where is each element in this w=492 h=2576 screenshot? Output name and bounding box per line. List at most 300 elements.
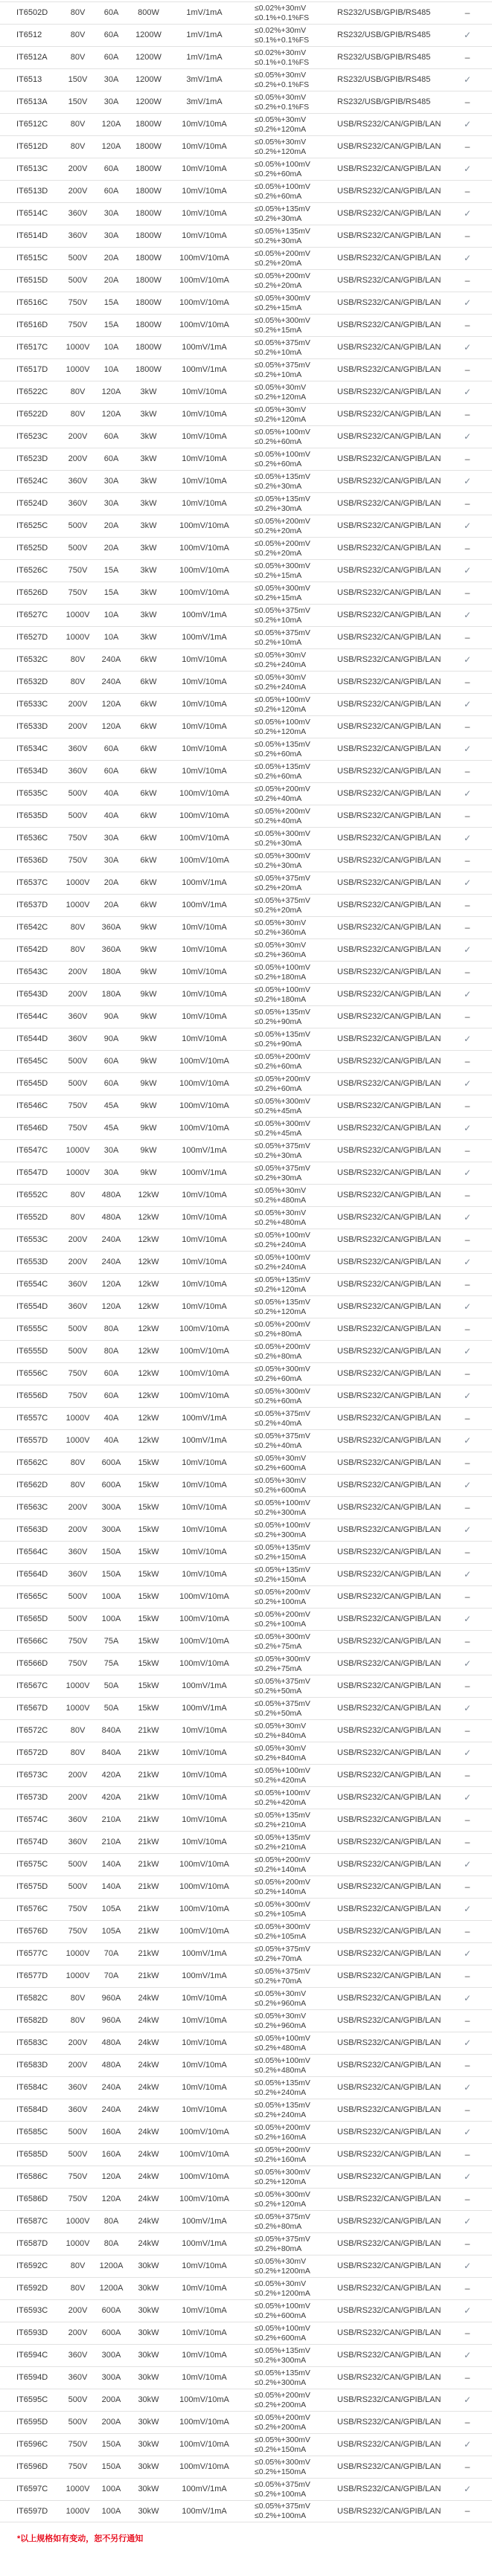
resolution-cell: 10mV/10mA xyxy=(182,1838,227,1846)
voltage-cell: 360V xyxy=(68,2083,88,2092)
model-cell: IT6537D xyxy=(16,901,48,909)
table-row xyxy=(0,1742,492,1764)
accuracy-current: ≤0.2%+60mA xyxy=(255,749,302,759)
voltage-cell: 80V xyxy=(70,945,86,954)
dash-icon: – xyxy=(464,2148,470,2160)
voltage-cell: 500V xyxy=(68,1324,88,1333)
power-cell: 3kW xyxy=(140,611,157,619)
voltage-cell: 200V xyxy=(68,700,88,709)
current-cell: 105A xyxy=(101,1927,121,1936)
current-cell: 200A xyxy=(101,2418,121,2427)
check-icon: ✓ xyxy=(463,1345,472,1356)
voltage-cell: 360V xyxy=(68,1012,88,1021)
interfaces-cell: USB/RS232/CAN/GPIB/LAN xyxy=(337,1882,441,1891)
accuracy-current: ≤0.2%+30mA xyxy=(255,838,302,848)
mark-cell xyxy=(453,1971,492,1982)
accuracy-voltage: ≤0.05%+200mV xyxy=(255,248,310,258)
power-cell: 15kW xyxy=(138,1637,159,1646)
resolution-cell: 100mV/10mA xyxy=(179,1101,229,1110)
accuracy-cell xyxy=(240,2168,323,2187)
dash-icon: – xyxy=(464,542,470,553)
resolution-cell: 100mV/10mA xyxy=(179,321,229,329)
interfaces-cell: USB/RS232/CAN/GPIB/LAN xyxy=(337,2061,441,2070)
accuracy-current: ≤0.2%+15mA xyxy=(255,325,302,335)
power-cell: 3kW xyxy=(140,521,157,530)
model-cell: IT6583D xyxy=(16,2061,48,2070)
accuracy-voltage: ≤0.05%+200mV xyxy=(255,271,310,280)
power-cell: 800W xyxy=(138,8,159,17)
model-cell: IT6513C xyxy=(16,164,48,173)
accuracy-cell xyxy=(240,2235,323,2254)
table-row xyxy=(0,2322,492,2344)
current-cell: 45A xyxy=(103,1124,119,1133)
resolution-cell: 100mV/1mA xyxy=(182,1436,227,1445)
accuracy-cell xyxy=(240,71,323,90)
voltage-cell: 360V xyxy=(68,2105,88,2114)
current-cell: 45A xyxy=(103,1101,119,1110)
table-row xyxy=(0,269,492,292)
mark-cell xyxy=(453,1927,492,1937)
accuracy-current: ≤0.2%+480mA xyxy=(255,2065,307,2075)
mark-cell xyxy=(453,97,492,108)
resolution-cell: 100mV/10mA xyxy=(179,566,229,575)
mark-cell xyxy=(453,1771,492,1781)
current-cell: 1200A xyxy=(99,2284,124,2293)
accuracy-cell xyxy=(240,1811,323,1830)
accuracy-voltage: ≤0.05%+300mV xyxy=(255,1632,310,1641)
current-cell: 30A xyxy=(103,1146,119,1155)
accuracy-current: ≤0.2%+15mA xyxy=(255,593,302,602)
model-cell: IT6547C xyxy=(16,1146,48,1155)
interfaces-cell: USB/RS232/CAN/GPIB/LAN xyxy=(337,700,441,709)
power-cell: 12kW xyxy=(138,1235,159,1244)
model-cell: IT6564D xyxy=(16,1570,48,1579)
accuracy-current: ≤0.2%+180mA xyxy=(255,994,307,1004)
table-row xyxy=(0,604,492,626)
resolution-cell: 10mV/10mA xyxy=(182,1570,227,1579)
check-icon: ✓ xyxy=(463,1747,472,1758)
resolution-cell: 100mV/10mA xyxy=(179,588,229,597)
model-cell: IT6533C xyxy=(16,700,48,709)
accuracy-voltage: ≤0.05%+135mV xyxy=(255,761,310,771)
accuracy-voltage: ≤0.05%+300mV xyxy=(255,1386,310,1396)
interfaces-cell: RS232/USB/GPIB/RS485 xyxy=(337,8,431,17)
model-cell: IT6593C xyxy=(16,2306,48,2315)
accuracy-cell xyxy=(240,2190,323,2209)
resolution-cell: 100mV/10mA xyxy=(179,1369,229,1378)
power-cell: 12kW xyxy=(138,1414,159,1423)
mark-cell xyxy=(453,1994,492,2004)
check-icon: ✓ xyxy=(463,1301,472,1312)
accuracy-current: ≤0.2%+180mA xyxy=(255,972,307,982)
voltage-cell: 750V xyxy=(68,1637,88,1646)
voltage-cell: 500V xyxy=(68,789,88,798)
accuracy-voltage: ≤0.05%+375mV xyxy=(255,1141,310,1150)
accuracy-cell xyxy=(240,2413,323,2432)
interfaces-cell: RS232/USB/GPIB/RS485 xyxy=(337,53,431,62)
interfaces-cell: USB/RS232/CAN/GPIB/LAN xyxy=(337,1771,441,1780)
accuracy-cell xyxy=(240,941,323,960)
table-row xyxy=(0,582,492,604)
table-row xyxy=(0,559,492,582)
accuracy-cell xyxy=(240,539,323,558)
check-icon: ✓ xyxy=(463,1390,472,1401)
current-cell: 210A xyxy=(101,1815,121,1824)
accuracy-cell xyxy=(240,1766,323,1786)
table-row xyxy=(0,1630,492,1652)
check-icon: ✓ xyxy=(463,341,472,352)
check-icon: ✓ xyxy=(463,832,472,843)
power-cell: 12kW xyxy=(138,1391,159,1400)
dash-icon: – xyxy=(464,966,470,977)
interfaces-cell: USB/RS232/CAN/GPIB/LAN xyxy=(337,1012,441,1021)
voltage-cell: 200V xyxy=(68,2038,88,2047)
accuracy-cell xyxy=(240,205,323,224)
dash-icon: – xyxy=(464,1635,470,1646)
voltage-cell: 750V xyxy=(68,1904,88,1913)
resolution-cell: 10mV/10mA xyxy=(182,1525,227,1534)
power-cell: 6kW xyxy=(140,700,157,709)
dash-icon: – xyxy=(464,319,470,330)
model-cell: IT6514C xyxy=(16,209,48,218)
voltage-cell: 80V xyxy=(70,142,86,151)
table-row xyxy=(0,1697,492,1719)
mark-cell xyxy=(453,2485,492,2495)
voltage-cell: 80V xyxy=(70,2016,86,2025)
interfaces-cell: USB/RS232/CAN/GPIB/LAN xyxy=(337,254,441,263)
accuracy-voltage: ≤0.05%+135mV xyxy=(255,1275,310,1284)
accuracy-current: ≤0.2%+40mA xyxy=(255,793,302,803)
power-cell: 30kW xyxy=(138,2351,159,2360)
accuracy-cell xyxy=(240,2324,323,2343)
voltage-cell: 500V xyxy=(68,1057,88,1066)
interfaces-cell: USB/RS232/CAN/GPIB/LAN xyxy=(337,588,441,597)
mark-cell xyxy=(453,2306,492,2316)
current-cell: 240A xyxy=(101,677,121,686)
mark-cell xyxy=(453,856,492,866)
power-cell: 6kW xyxy=(140,901,157,909)
mark-cell xyxy=(453,811,492,822)
accuracy-current: ≤0.2%+240mA xyxy=(255,1240,307,1249)
accuracy-voltage: ≤0.05%+135mV xyxy=(255,494,310,503)
mark-cell xyxy=(453,923,492,933)
voltage-cell: 1000V xyxy=(66,2217,90,2226)
model-cell: IT6524D xyxy=(16,499,48,508)
accuracy-current: ≤0.2%+45mA xyxy=(255,1106,302,1115)
accuracy-cell xyxy=(240,1030,323,1049)
model-cell: IT6546D xyxy=(16,1124,48,1133)
resolution-cell: 10mV/10mA xyxy=(182,2038,227,2047)
accuracy-cell xyxy=(240,1342,323,1362)
check-icon: ✓ xyxy=(463,1903,472,1914)
mark-cell xyxy=(453,633,492,643)
voltage-cell: 80V xyxy=(70,923,86,932)
resolution-cell: 10mV/10mA xyxy=(182,410,227,419)
accuracy-current: ≤0.2%+120mA xyxy=(255,146,307,156)
accuracy-cell xyxy=(240,2123,323,2142)
current-cell: 480A xyxy=(101,2061,121,2070)
resolution-cell: 100mV/10mA xyxy=(179,2462,229,2471)
accuracy-current: ≤0.2%+60mA xyxy=(255,1374,302,1383)
check-icon: ✓ xyxy=(463,654,472,665)
table-row xyxy=(0,403,492,425)
table-row xyxy=(0,1340,492,1362)
voltage-cell: 1000V xyxy=(66,2239,90,2248)
accuracy-current: ≤0.2%+600mA xyxy=(255,2311,307,2320)
voltage-cell: 150V xyxy=(68,75,88,84)
accuracy-cell xyxy=(240,1967,323,1986)
interfaces-cell: USB/RS232/CAN/GPIB/LAN xyxy=(337,1614,441,1623)
check-icon: ✓ xyxy=(463,988,472,999)
accuracy-cell xyxy=(240,294,323,313)
table-row xyxy=(0,1474,492,1496)
voltage-cell: 360V xyxy=(68,499,88,508)
table-row xyxy=(0,1273,492,1295)
voltage-cell: 200V xyxy=(68,1793,88,1802)
accuracy-cell xyxy=(240,2078,323,2098)
resolution-cell: 100mV/1mA xyxy=(182,1681,227,1690)
accuracy-voltage: ≤0.05%+200mV xyxy=(255,516,310,526)
current-cell: 30A xyxy=(103,477,119,486)
current-cell: 150A xyxy=(101,2440,121,2449)
voltage-cell: 80V xyxy=(70,387,86,396)
voltage-cell: 500V xyxy=(68,2418,88,2427)
accuracy-cell xyxy=(240,2346,323,2366)
accuracy-current: ≤0.2%+120mA xyxy=(255,392,307,402)
voltage-cell: 200V xyxy=(68,990,88,999)
interfaces-cell: USB/RS232/CAN/GPIB/LAN xyxy=(337,1949,441,1958)
mark-cell xyxy=(453,2016,492,2026)
accuracy-current: ≤0.2%+420mA xyxy=(255,1797,307,1807)
voltage-cell: 750V xyxy=(68,298,88,307)
accuracy-current: ≤0.2%+840mA xyxy=(255,1730,307,1740)
accuracy-voltage: ≤0.05%+135mV xyxy=(255,2078,310,2087)
model-cell: IT6557D xyxy=(16,1436,48,1445)
accuracy-current: ≤0.2%+210mA xyxy=(255,1842,307,1852)
mark-cell xyxy=(453,2172,492,2183)
table-row xyxy=(0,135,492,158)
resolution-cell: 100mV/10mA xyxy=(179,856,229,865)
resolution-cell: 100mV/10mA xyxy=(179,1391,229,1400)
accuracy-voltage: ≤0.05%+200mV xyxy=(255,2390,310,2400)
accuracy-cell xyxy=(240,985,323,1005)
model-cell: IT6512D xyxy=(16,142,48,151)
accuracy-cell xyxy=(240,249,323,268)
accuracy-cell xyxy=(240,2480,323,2499)
table-row xyxy=(0,2210,492,2232)
check-icon: ✓ xyxy=(463,475,472,486)
power-cell: 30kW xyxy=(138,2395,159,2404)
interfaces-cell: USB/RS232/CAN/GPIB/LAN xyxy=(337,1414,441,1423)
mark-cell xyxy=(453,2440,492,2450)
mark-cell xyxy=(453,1414,492,1424)
mark-cell xyxy=(453,1570,492,1580)
voltage-cell: 200V xyxy=(68,1503,88,1512)
interfaces-cell: USB/RS232/CAN/GPIB/LAN xyxy=(337,566,441,575)
power-cell: 21kW xyxy=(138,1748,159,1757)
interfaces-cell: USB/RS232/CAN/GPIB/LAN xyxy=(337,2440,441,2449)
interfaces-cell: USB/RS232/CAN/GPIB/LAN xyxy=(337,276,441,285)
table-row xyxy=(0,961,492,983)
power-cell: 21kW xyxy=(138,1927,159,1936)
accuracy-current: ≤0.2%+1200mA xyxy=(255,2266,310,2276)
table-row xyxy=(0,894,492,916)
accuracy-voltage: ≤0.05%+30mV xyxy=(255,70,307,80)
table-row xyxy=(0,2500,492,2522)
resolution-cell: 3mV/1mA xyxy=(186,97,223,106)
accuracy-voltage: ≤0.05%+100mV xyxy=(255,1230,310,1240)
check-icon: ✓ xyxy=(463,2171,472,2182)
table-row xyxy=(0,225,492,247)
current-cell: 420A xyxy=(101,1793,121,1802)
current-cell: 10A xyxy=(103,365,119,374)
accuracy-cell xyxy=(240,1186,323,1205)
accuracy-current: ≤0.2%+150mA xyxy=(255,2467,307,2476)
voltage-cell: 500V xyxy=(68,276,88,285)
dash-icon: – xyxy=(464,1546,470,1557)
mark-cell xyxy=(453,1213,492,1223)
voltage-cell: 750V xyxy=(68,1101,88,1110)
mark-cell xyxy=(453,142,492,152)
resolution-cell: 10mV/10mA xyxy=(182,655,227,664)
table-row xyxy=(0,1987,492,2009)
power-cell: 1800W xyxy=(135,142,162,151)
model-cell: IT6527C xyxy=(16,611,48,619)
current-cell: 60A xyxy=(103,1079,119,1088)
resolution-cell: 10mV/10mA xyxy=(182,2105,227,2114)
mark-cell xyxy=(453,2195,492,2205)
mark-cell xyxy=(453,1548,492,1558)
power-cell: 12kW xyxy=(138,1191,159,1200)
model-cell: IT6513D xyxy=(16,187,48,196)
accuracy-voltage: ≤0.05%+135mV xyxy=(255,226,310,236)
resolution-cell: 10mV/10mA xyxy=(182,142,227,151)
mark-cell xyxy=(453,588,492,599)
resolution-cell: 100mV/10mA xyxy=(179,1324,229,1333)
interfaces-cell: USB/RS232/CAN/GPIB/LAN xyxy=(337,1525,441,1534)
dash-icon: – xyxy=(464,1970,470,1981)
voltage-cell: 500V xyxy=(68,1347,88,1356)
power-cell: 1800W xyxy=(135,298,162,307)
power-cell: 24kW xyxy=(138,2195,159,2203)
accuracy-voltage: ≤0.05%+135mV xyxy=(255,2345,310,2355)
model-cell: IT6515D xyxy=(16,276,48,285)
accuracy-current: ≤0.2%+60mA xyxy=(255,459,302,468)
dash-icon: – xyxy=(464,1368,470,1379)
dash-icon: – xyxy=(464,1100,470,1111)
current-cell: 20A xyxy=(103,276,119,285)
interfaces-cell: USB/RS232/CAN/GPIB/LAN xyxy=(337,187,441,196)
model-cell: IT6526C xyxy=(16,566,48,575)
resolution-cell: 100mV/1mA xyxy=(182,901,227,909)
accuracy-voltage: ≤0.02%+30mV xyxy=(255,48,307,57)
model-cell: IT6597C xyxy=(16,2485,48,2493)
model-cell: IT6545D xyxy=(16,1079,48,1088)
accuracy-cell xyxy=(240,1833,323,1852)
check-icon: ✓ xyxy=(463,431,472,442)
resolution-cell: 10mV/10mA xyxy=(182,1815,227,1824)
table-row xyxy=(0,247,492,269)
check-icon: ✓ xyxy=(463,944,472,955)
accuracy-cell xyxy=(240,2369,323,2388)
mark-cell xyxy=(453,2061,492,2071)
accuracy-cell xyxy=(240,1275,323,1295)
accuracy-cell xyxy=(240,1097,323,1116)
voltage-cell: 1000V xyxy=(66,2485,90,2493)
resolution-cell: 100mV/10mA xyxy=(179,298,229,307)
voltage-cell: 1000V xyxy=(66,2506,90,2516)
dash-icon: – xyxy=(464,2371,470,2383)
check-icon: ✓ xyxy=(463,2260,472,2271)
power-cell: 24kW xyxy=(138,2105,159,2114)
current-cell: 300A xyxy=(101,1525,121,1534)
mark-cell xyxy=(453,454,492,465)
accuracy-voltage: ≤0.05%+30mV xyxy=(255,1208,307,1217)
check-icon: ✓ xyxy=(463,698,472,709)
power-cell: 6kW xyxy=(140,744,157,753)
accuracy-current: ≤0.2%+150mA xyxy=(255,1574,307,1584)
dash-icon: – xyxy=(464,2327,470,2338)
accuracy-voltage: ≤0.05%+200mV xyxy=(255,2412,310,2422)
accuracy-current: ≤0.2%+240mA xyxy=(255,1262,307,1272)
accuracy-cell xyxy=(240,2012,323,2031)
table-row xyxy=(0,2143,492,2166)
dash-icon: – xyxy=(464,765,470,776)
dash-icon: – xyxy=(464,2193,470,2204)
interfaces-cell: USB/RS232/CAN/GPIB/LAN xyxy=(337,1592,441,1601)
dash-icon: – xyxy=(464,453,470,464)
mark-cell xyxy=(453,499,492,509)
interfaces-cell: USB/RS232/CAN/GPIB/LAN xyxy=(337,2485,441,2493)
accuracy-voltage: ≤0.05%+200mV xyxy=(255,806,310,816)
voltage-cell: 750V xyxy=(68,856,88,865)
dash-icon: – xyxy=(464,1881,470,1892)
interfaces-cell: RS232/USB/GPIB/RS485 xyxy=(337,97,431,106)
power-cell: 30kW xyxy=(138,2284,159,2293)
voltage-cell: 360V xyxy=(68,2351,88,2360)
mark-cell xyxy=(453,1882,492,1893)
table-row xyxy=(0,180,492,202)
accuracy-cell xyxy=(240,1610,323,1629)
accuracy-current: ≤0.2%+90mA xyxy=(255,1017,302,1026)
accuracy-current: ≤0.2%+20mA xyxy=(255,258,302,268)
resolution-cell: 10mV/10mA xyxy=(182,1280,227,1289)
table-row xyxy=(0,1496,492,1519)
mark-cell xyxy=(453,231,492,242)
table-row xyxy=(0,2121,492,2143)
power-cell: 15kW xyxy=(138,1704,159,1713)
interfaces-cell: USB/RS232/CAN/GPIB/LAN xyxy=(337,2506,441,2516)
power-cell: 1800W xyxy=(135,187,162,196)
accuracy-voltage: ≤0.05%+375mV xyxy=(255,338,310,347)
current-cell: 90A xyxy=(103,1012,119,1021)
mark-cell xyxy=(453,321,492,331)
accuracy-current: ≤0.2%+360mA xyxy=(255,950,307,959)
interfaces-cell: USB/RS232/CAN/GPIB/LAN xyxy=(337,2195,441,2203)
accuracy-cell xyxy=(240,2101,323,2120)
power-cell: 30kW xyxy=(138,2373,159,2382)
interfaces-cell: USB/RS232/CAN/GPIB/LAN xyxy=(337,2462,441,2471)
interfaces-cell: USB/RS232/CAN/GPIB/LAN xyxy=(337,1235,441,1244)
table-row xyxy=(0,671,492,693)
power-cell: 6kW xyxy=(140,767,157,776)
power-cell: 3kW xyxy=(140,566,157,575)
accuracy-current: ≤0.2%+150mA xyxy=(255,1552,307,1562)
dash-icon: – xyxy=(464,408,470,419)
current-cell: 60A xyxy=(103,164,119,173)
accuracy-current: ≤0.2%+60mA xyxy=(255,1083,302,1093)
check-icon: ✓ xyxy=(463,1992,472,2003)
